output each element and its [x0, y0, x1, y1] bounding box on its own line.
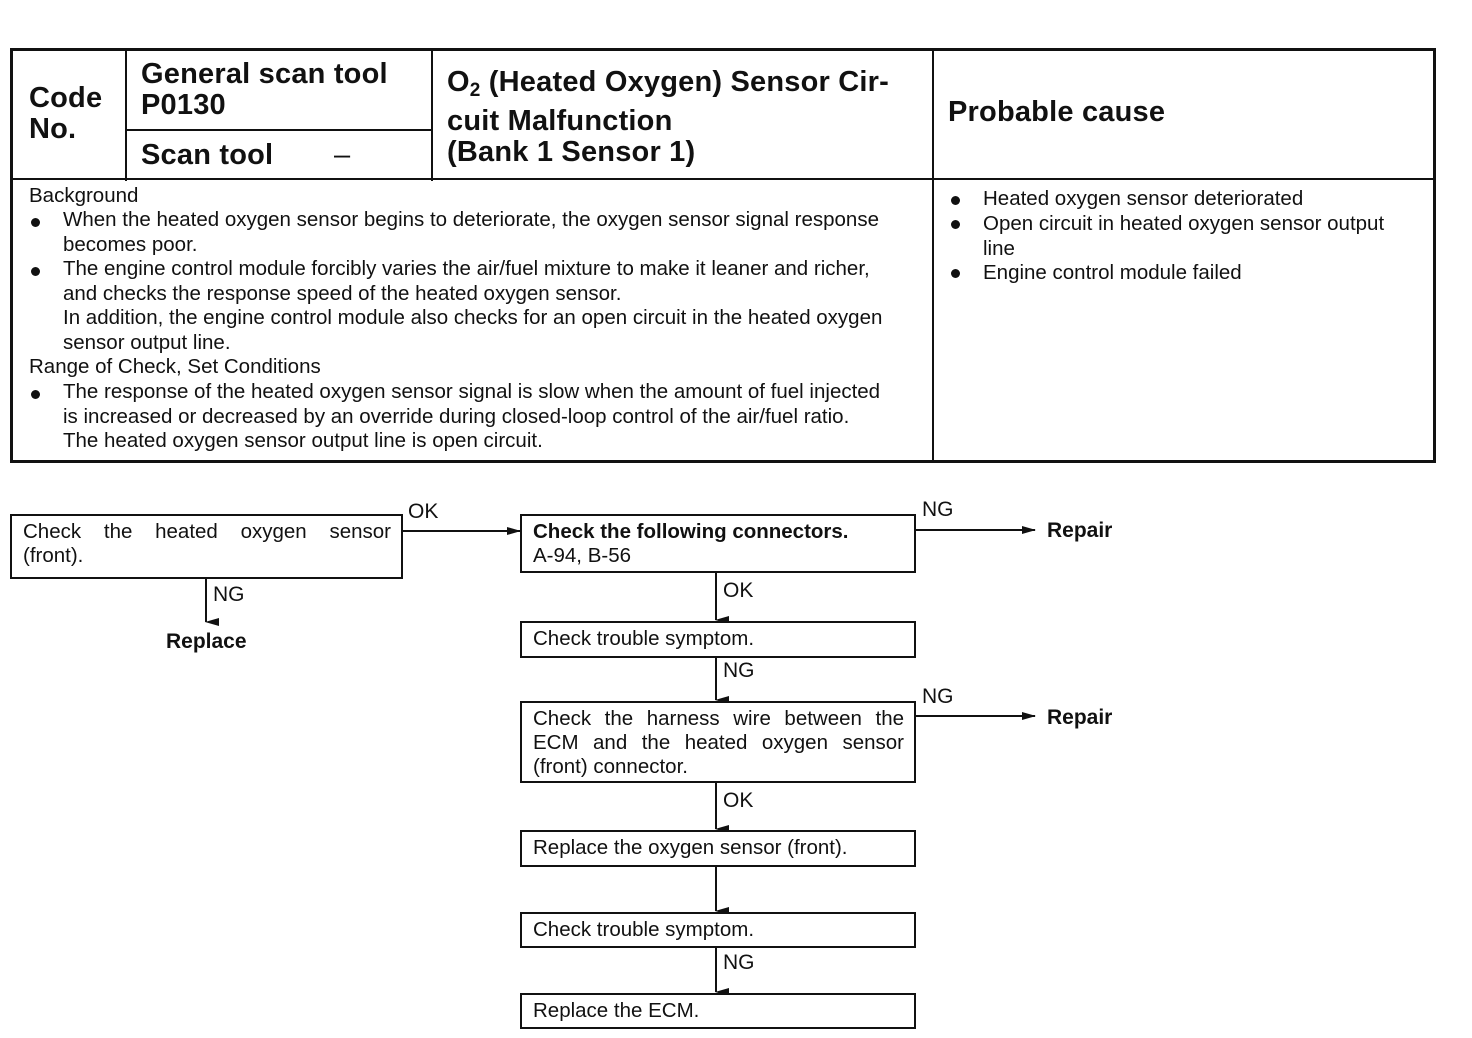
action-replace: Replace — [166, 630, 247, 653]
probable-cause-heading: Probable cause — [948, 96, 1166, 128]
step-check-connectors: Check the following connectors. A-94, B-56 — [520, 514, 916, 573]
step-replace-oxygen-sensor: Replace the oxygen sensor (front). — [520, 830, 916, 867]
step-replace-ecm: Replace the ECM. — [520, 993, 916, 1029]
step-check-trouble-symptom: Check trouble symptom. — [520, 621, 916, 658]
bullet1-line2: becomes poor. — [63, 233, 198, 256]
label-ng: NG — [213, 583, 245, 606]
action-repair: Repair — [1047, 519, 1113, 542]
range-heading: Range of Check, Set Conditions — [29, 355, 321, 378]
cause-item: Open circuit in heated oxygen sensor output — [983, 212, 1385, 235]
background-heading: Background — [29, 184, 139, 207]
cause-item-continued: line — [983, 237, 1015, 260]
label-ng: NG — [723, 951, 755, 974]
cause-item: Engine control module failed — [983, 261, 1242, 284]
label-ng: NG — [922, 685, 954, 708]
bullet3-line3: The heated oxygen sensor output line is open circuit. — [63, 429, 543, 452]
bullet2-line1: The engine control module forcibly varies the air/fuel mixture to make it leaner and richer, — [63, 257, 870, 280]
bullet2-line4: sensor output line. — [63, 331, 231, 354]
general-scan-tool-code: P0130 — [141, 89, 226, 121]
scan-tool-label: Scan tool — [141, 139, 274, 171]
dtc-title: $O_2$ (Heated Oxygen) Sensor Cir- cuit Malfunction (Bank 1 Sensor 1) — [447, 66, 890, 168]
scan-tool-value: – — [334, 139, 351, 171]
bullet2-line3: In addition, the engine control module also checks for an open circuit in the heated oxygen — [63, 306, 883, 329]
bullet2-line2: and checks the response speed of the heated oxygen sensor. — [63, 282, 622, 305]
label-ng: NG — [922, 498, 954, 521]
step-check-harness-wire: Check the harness wire between the ECM and the heated oxygen sensor (front) connector. — [520, 701, 916, 783]
code-no-label: Code No. — [29, 82, 103, 145]
label-ok: OK — [408, 500, 439, 523]
bullet3-line1: The response of the heated oxygen sensor signal is slow when the amount of fuel injected — [63, 380, 881, 403]
label-ok: OK — [723, 579, 754, 602]
label-ng: NG — [723, 659, 755, 682]
general-scan-tool-label: General scan tool — [141, 58, 388, 90]
action-repair: Repair — [1047, 706, 1113, 729]
cause-item: Heated oxygen sensor deteriorated — [983, 187, 1304, 210]
label-ok: OK — [723, 789, 754, 812]
step-check-trouble-symptom-2: Check trouble symptom. — [520, 912, 916, 948]
step-check-heated-oxygen-sensor: Check the heated oxygen sensor (front). — [10, 514, 403, 579]
bullet1-line1: When the heated oxygen sensor begins to deteriorate, the oxygen sensor signal response — [63, 208, 879, 231]
bullet3-line2: is increased or decreased by an override during closed-loop control of the air/fuel ratio. — [63, 405, 850, 428]
